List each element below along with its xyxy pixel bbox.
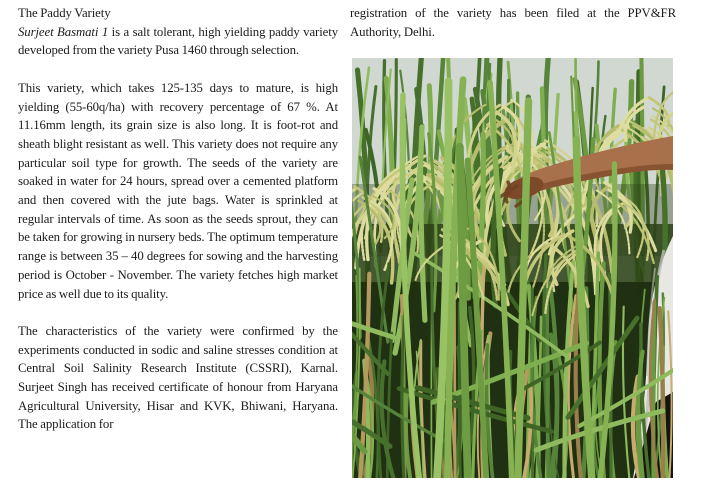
paragraph-registration: registration of the variety has been filed at the PPV&FR Authority, Delhi. [350,6,676,39]
left-column [18,4,338,434]
paddy-photo-illustration [352,58,673,478]
right-column [350,4,676,41]
paragraph-intro [18,23,338,60]
section-heading: The Paddy Variety [18,6,111,20]
paragraph-intro-rest: is a salt tolerant, high yielding paddy variety developed from the variety Pusa 1460 through selection. [18,24,338,58]
paragraph-characteristics: This variety, which takes 125-135 days to mature, is high yielding (55-60q/ha) with recovery percentage of 67 %. At 11.16mm length, its grain size is also long. It is foot-rot and sheath blight resistant as well. This variety does not require any particular soil type for growth. The seeds of the variety are soaked in water for 24 hours, spread over a cemented platform and then covered with the jute bags. Water is sprinkled at regular intervals of time. As soon as the seeds sprout, they can be taken for growing in nursery beds. The optimum temperature range is between 35 – 40 degrees for sowing and the harvesting period is October - November. The variety fetches high market price as well due to its quality. [18,80,338,301]
paddy-field-photo [352,58,673,478]
variety-name-italic: Surjeet Basmati 1 [18,24,109,39]
paragraph-confirmation: The characteristics of the variety were confirmed by the experiments conducted in sodic and saline stresses condition at Central Soil Salinity Research Institute (CSSRI), Karnal. Surjeet Singh has received certificate of honour from Haryana Agricultural University, Hisar and KVK, Bhiwani, Haryana. The application for [18,323,338,432]
